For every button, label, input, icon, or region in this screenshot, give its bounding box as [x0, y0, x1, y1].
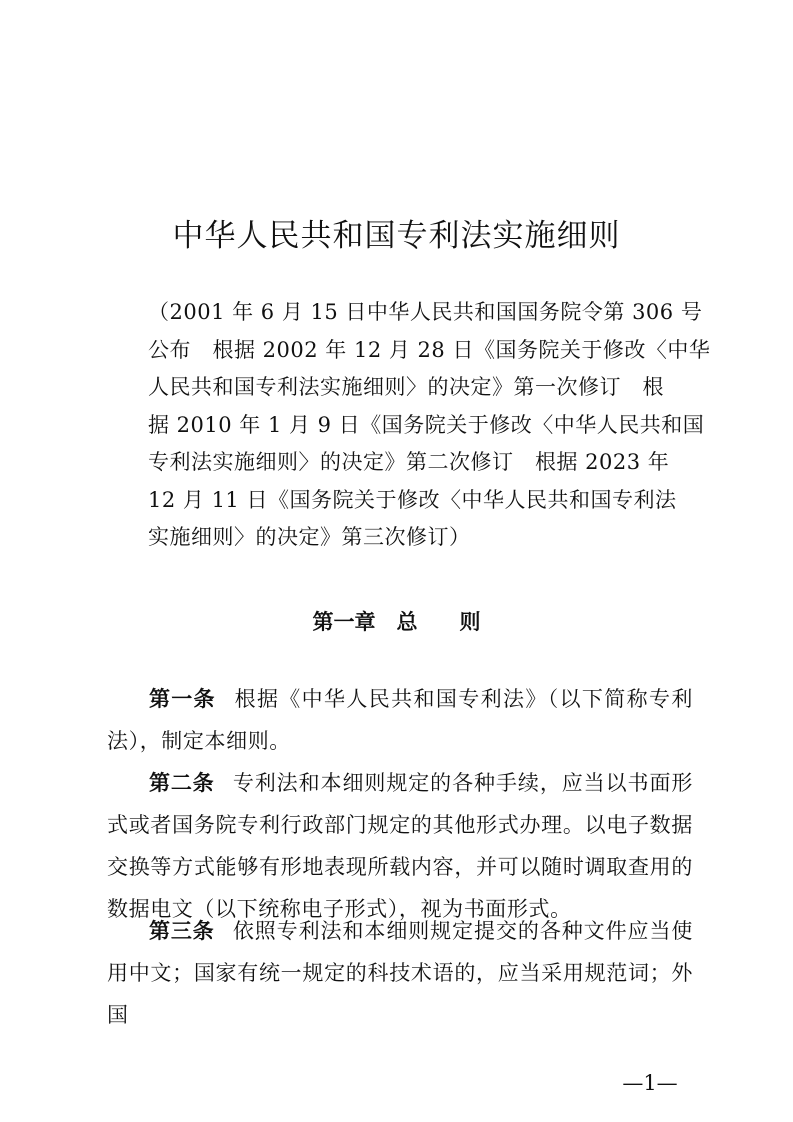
note-line: 实施细则〉的决定》第三次修订） — [148, 525, 471, 549]
article-1 — [107, 678, 693, 762]
note-line: 专利法实施细则〉的决定》第二次修订 根据 2023 年 — [148, 450, 670, 474]
note-line: 据 2010 年 1 月 9 日《国务院关于修改〈中华人民共和国 — [148, 412, 705, 437]
note-line: 公布 根据 2002 年 12 月 28 日《国务院关于修改〈中华 — [148, 337, 711, 362]
article-label: 第二条 — [149, 771, 215, 795]
chapter-heading: 第一章 总 则 — [312, 610, 481, 634]
document-title: 中华人民共和国专利法实施细则 — [172, 218, 621, 254]
article-text: 根据《中华人民共和国专利法》（以下简称专利法），制定本细则。 — [107, 687, 694, 753]
note-line: 人民共和国专利法实施细则〉的决定》第一次修订 根 — [148, 375, 664, 399]
note-line: 12 月 11 日《国务院关于修改〈中华人民共和国专利法 — [148, 487, 677, 512]
article-label: 第一条 — [149, 687, 216, 711]
note-line: （2001 年 6 月 15 日中华人民共和国国务院令第 306 号 — [148, 300, 703, 324]
article-3 — [107, 910, 693, 1036]
promulgation-note — [148, 294, 711, 557]
article-2 — [107, 762, 693, 930]
article-text: 依照专利法和本细则规定提交的各种文件应当使用中文；国家有统一规定的科技术语的，应当采用规范词；外国 — [107, 919, 694, 1027]
article-text: 专利法和本细则规定的各种手续，应当以书面形式或者国务院专利行政部门规定的其他形式办理。以电子数据交换等方式能够有形地表现所载内容，并可以随时调取查用的数据电文（以下统称电子形式），视为书面形式。 — [107, 771, 694, 921]
article-label: 第三条 — [149, 919, 215, 943]
page-number: —1— — [622, 1071, 678, 1095]
